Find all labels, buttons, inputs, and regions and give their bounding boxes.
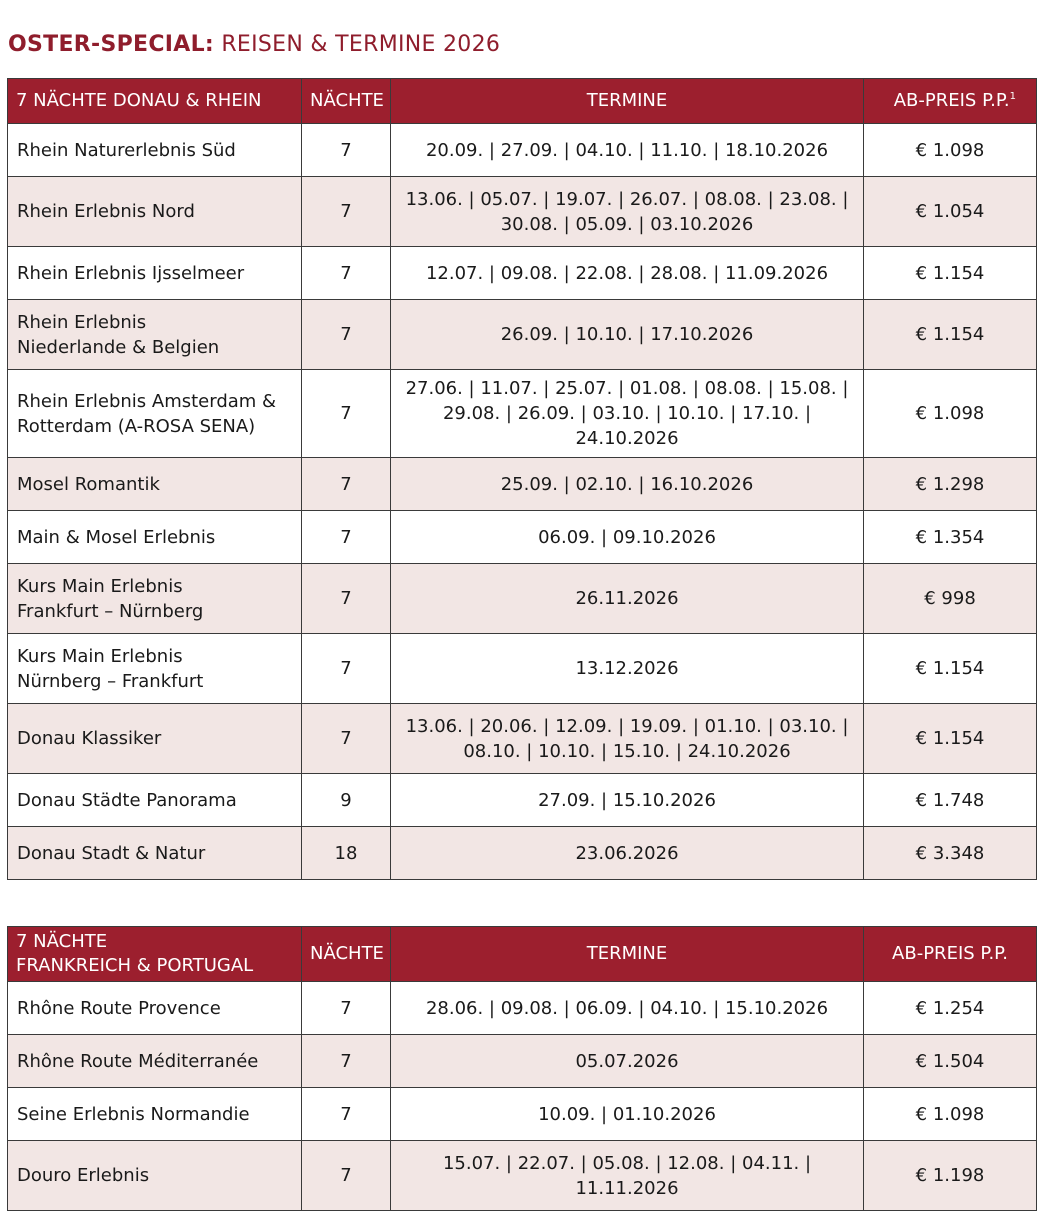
nights-cell: 7 [302,458,391,511]
dates-cell: 13.12.2026 [391,634,864,704]
route-name-cell: Donau Klassiker [8,704,302,774]
table-row [8,1088,1037,1141]
table-row [8,458,1037,511]
table-row [8,247,1037,300]
page-title [8,32,500,57]
dates-cell: 15.07. | 22.07. | 05.08. | 12.08. | 04.11. | 11.11.2026 [391,1141,864,1211]
dates-cell: 26.11.2026 [391,564,864,634]
nights-cell: 7 [302,564,391,634]
table-row [8,774,1037,827]
nights-cell: 7 [302,300,391,370]
nights-cell: 7 [302,1088,391,1141]
table-row [8,370,1037,458]
dates-cell: 23.06.2026 [391,827,864,880]
nights-cell: 7 [302,1141,391,1211]
dates-cell: 27.06. | 11.07. | 25.07. | 01.08. | 08.08. | 15.08. | 29.08. | 26.09. | 03.10. | 10.10. | 17.10. | 24.10.2026 [391,370,864,458]
table-row [8,564,1037,634]
route-name-cell: Rhein Erlebnis Niederlande & Belgien [8,300,302,370]
table-donau-rhein [7,78,1037,880]
dates-cell: 20.09. | 27.09. | 04.10. | 11.10. | 18.10.2026 [391,124,864,177]
dates-cell: 13.06. | 20.06. | 12.09. | 19.09. | 01.10. | 03.10. | 08.10. | 10.10. | 15.10. | 24.10.2026 [391,704,864,774]
dates-cell: 05.07.2026 [391,1035,864,1088]
header-dates: TERMINE [391,927,864,982]
route-name-cell: Douro Erlebnis [8,1141,302,1211]
nights-cell: 7 [302,124,391,177]
route-name-cell: Rhein Erlebnis Amsterdam & Rotterdam (A-ROSA SENA) [8,370,302,458]
price-cell: € 1.748 [864,774,1037,827]
price-cell: € 1.198 [864,1141,1037,1211]
header-dates: TERMINE [391,79,864,124]
nights-cell: 7 [302,370,391,458]
table-row [8,634,1037,704]
nights-cell: 7 [302,511,391,564]
header-price-label: AB-PREIS P.P. [893,90,1010,111]
table-row [8,177,1037,247]
table-row [8,1141,1037,1211]
table-row [8,827,1037,880]
route-name-cell: Rhein Erlebnis Nord [8,177,302,247]
route-name-cell: Rhein Naturerlebnis Süd [8,124,302,177]
nights-cell: 7 [302,247,391,300]
footnote-marker: 1 [1009,91,1016,102]
dates-cell: 25.09. | 02.10. | 16.10.2026 [391,458,864,511]
table-row [8,124,1037,177]
route-name-cell: Rhein Erlebnis Ijsselmeer [8,247,302,300]
table-frankreich-portugal [7,926,1037,1211]
dates-cell: 28.06. | 09.08. | 06.09. | 04.10. | 15.10.2026 [391,982,864,1035]
table-row [8,511,1037,564]
price-cell: € 1.504 [864,1035,1037,1088]
route-name-cell: Rhône Route Provence [8,982,302,1035]
price-cell: € 1.154 [864,634,1037,704]
dates-cell: 06.09. | 09.10.2026 [391,511,864,564]
nights-cell: 7 [302,177,391,247]
price-cell: € 1.154 [864,704,1037,774]
dates-cell: 27.09. | 15.10.2026 [391,774,864,827]
table-row [8,704,1037,774]
dates-cell: 26.09. | 10.10. | 17.10.2026 [391,300,864,370]
nights-cell: 7 [302,1035,391,1088]
price-cell: € 3.348 [864,827,1037,880]
price-cell: € 998 [864,564,1037,634]
route-name-cell: Kurs Main Erlebnis Nürnberg – Frankfurt [8,634,302,704]
table-row [8,1035,1037,1088]
nights-cell: 7 [302,704,391,774]
price-cell: € 1.298 [864,458,1037,511]
nights-cell: 7 [302,982,391,1035]
table-row [8,982,1037,1035]
page-title-bold: OSTER-SPECIAL: [8,32,215,57]
price-cell: € 1.098 [864,370,1037,458]
table-header-row [8,927,1037,982]
route-name-cell: Donau Stadt & Natur [8,827,302,880]
price-cell: € 1.098 [864,124,1037,177]
dates-cell: 13.06. | 05.07. | 19.07. | 26.07. | 08.08. | 23.08. | 30.08. | 05.09. | 03.10.2026 [391,177,864,247]
header-price [864,79,1037,124]
route-name-cell: Seine Erlebnis Normandie [8,1088,302,1141]
route-name-cell: Main & Mosel Erlebnis [8,511,302,564]
table-header-row [8,79,1037,124]
page-title-rest: REISEN & TERMINE 2026 [221,32,501,57]
header-route: 7 NÄCHTE DONAU & RHEIN [8,79,302,124]
route-name-cell: Kurs Main Erlebnis Frankfurt – Nürnberg [8,564,302,634]
price-cell: € 1.254 [864,982,1037,1035]
route-name-cell: Rhône Route Méditerranée [8,1035,302,1088]
table-row [8,300,1037,370]
price-cell: € 1.154 [864,300,1037,370]
header-nights: NÄCHTE [302,927,391,982]
header-nights: NÄCHTE [302,79,391,124]
header-route: 7 NÄCHTE FRANKREICH & PORTUGAL [8,927,302,982]
price-cell: € 1.054 [864,177,1037,247]
header-price: AB-PREIS P.P. [864,927,1037,982]
route-name-cell: Donau Städte Panorama [8,774,302,827]
price-cell: € 1.154 [864,247,1037,300]
dates-cell: 10.09. | 01.10.2026 [391,1088,864,1141]
price-cell: € 1.354 [864,511,1037,564]
nights-cell: 7 [302,634,391,704]
nights-cell: 9 [302,774,391,827]
price-cell: € 1.098 [864,1088,1037,1141]
nights-cell: 18 [302,827,391,880]
dates-cell: 12.07. | 09.08. | 22.08. | 28.08. | 11.09.2026 [391,247,864,300]
route-name-cell: Mosel Romantik [8,458,302,511]
